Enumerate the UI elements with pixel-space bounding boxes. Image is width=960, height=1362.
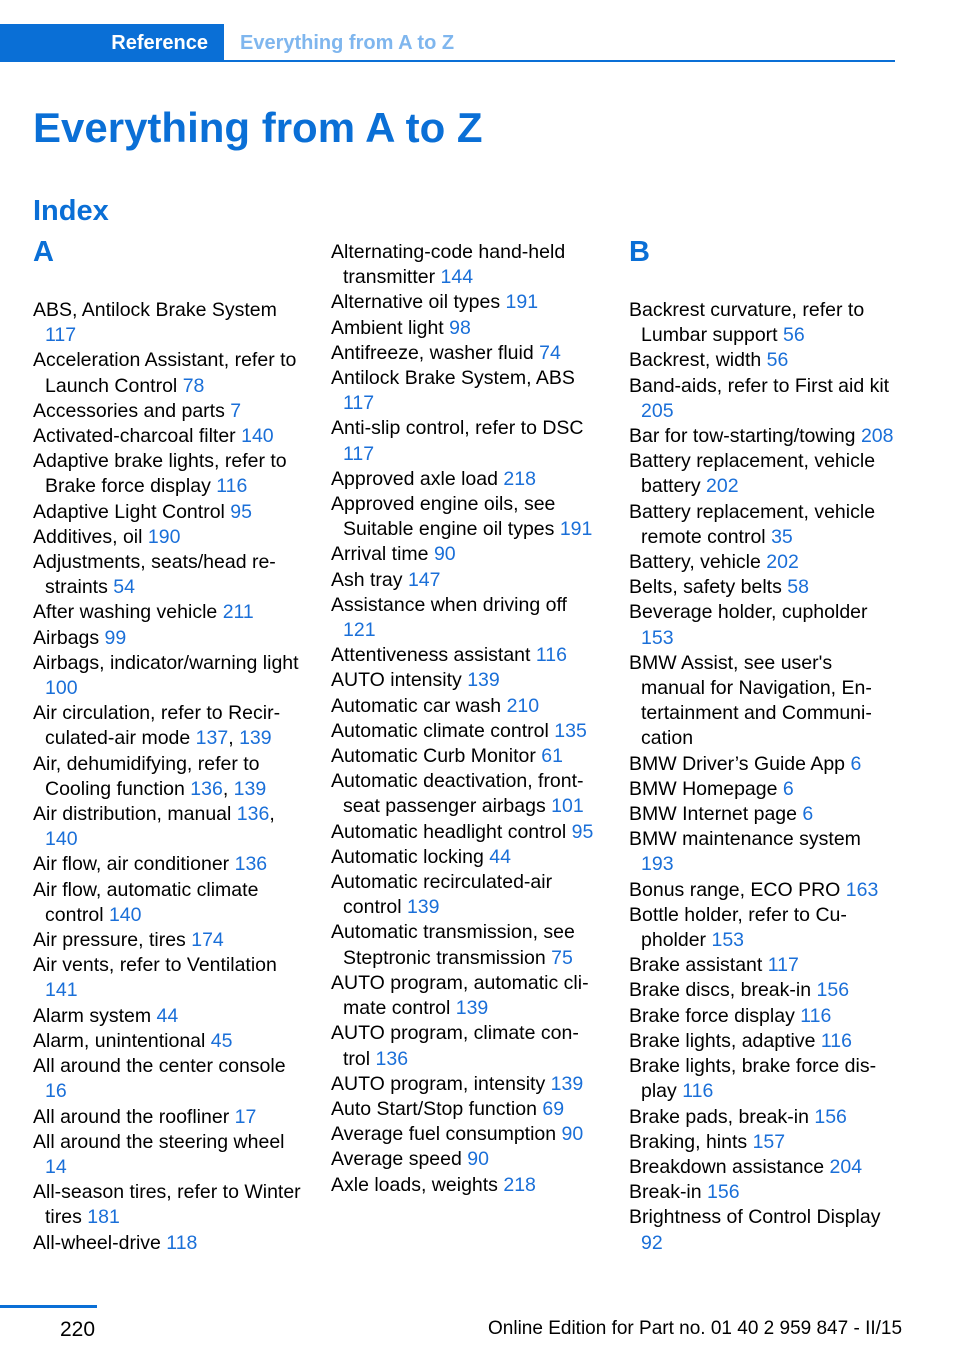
entry-term: Air, dehumidifying, refer to Cooling function [33,752,260,800]
entry-term: BMW Homepage [629,777,778,800]
entry-term: Automatic car wash [331,694,502,717]
index-entry [629,600,897,650]
index-entry [331,290,599,315]
index-entry [629,878,897,903]
page-link[interactable]: 61 [541,745,563,768]
entry-term: BMW maintenance system [629,828,861,851]
index-entry [33,348,301,398]
page-link[interactable]: 136 [236,803,270,826]
entry-term: All-wheel-drive [33,1231,161,1254]
index-entry [629,374,897,424]
index-entry [331,719,599,744]
page-link[interactable]: 54 [113,576,135,599]
entry-term: Air flow, automatic climate control [33,878,259,926]
entry-term: Average fuel consumption [331,1123,557,1146]
index-entry [629,1054,897,1104]
index-entry [33,424,301,449]
page-link[interactable]: 156 [814,1105,847,1128]
index-entry [331,240,599,290]
entry-term: Air pressure, tires [33,929,186,952]
index-entry [629,1004,897,1029]
index-entry [629,1029,897,1054]
page-link[interactable]: 139 [455,997,489,1020]
page-link[interactable]: 56 [766,349,789,372]
page-link[interactable]: 218 [503,467,536,490]
index-entry [331,467,599,492]
page-link[interactable]: 153 [711,929,745,952]
page-link[interactable]: 139 [239,727,272,750]
page-link[interactable]: 44 [156,1004,179,1027]
index-entry [331,820,599,845]
entry-term: Brake discs, break-in [629,979,812,1002]
entry-term: After washing vehicle [33,601,218,624]
entry-term: Breakdown assistance [629,1155,825,1178]
index-entry [331,492,599,542]
index-entry [629,903,897,953]
entry-term: Alternating-code hand-held transmitter [331,241,566,289]
entry-term: Brightness of Control Display [629,1206,881,1229]
index-entry [629,550,897,575]
index-heading: Index [33,195,109,227]
index-entry [629,1105,897,1130]
running-header [0,24,895,62]
page-link[interactable]: 193 [641,853,674,876]
index-column-3 [629,232,897,1256]
page-link[interactable]: 7 [230,399,242,422]
entry-term: Ash tray [331,568,403,591]
page-link[interactable]: 17 [234,1105,257,1128]
page-link[interactable]: 92 [641,1231,663,1254]
page-link[interactable]: 121 [343,619,376,642]
index-column-2 [331,240,599,1198]
index-entry [629,500,897,550]
index-entry [33,399,301,424]
entry-term: AUTO program, climate control [331,1022,579,1070]
entry-term: All around the roofliner [33,1105,230,1128]
index-entry [331,694,599,719]
index-entry [331,316,599,341]
page-link[interactable]: 139 [467,669,500,692]
page-link[interactable]: 116 [535,644,567,667]
entry-term: Brake force display [629,1004,795,1027]
page-link[interactable]: 204 [829,1155,863,1178]
entry-term: Airbags, indicator/warning light [33,651,299,674]
page-link[interactable]: 157 [752,1130,786,1153]
page-link[interactable]: 95 [230,500,252,523]
page-link[interactable]: 69 [542,1097,565,1120]
page-link[interactable]: 117 [343,442,375,465]
entry-term: All around the center console [33,1055,286,1078]
entry-term: Air circulation, refer to Recirculated-air mode [33,702,281,750]
page-link[interactable]: 118 [166,1231,198,1254]
entry-term: Attentiveness assistant [331,644,531,667]
page-link[interactable]: 116 [820,1029,852,1052]
index-entry [629,298,897,348]
entry-term: Bar for tow-starting/​towing [629,425,856,448]
index-entry [629,953,897,978]
entry-term: Alarm system [33,1004,152,1027]
page-link[interactable]: 190 [147,525,181,548]
index-entry [33,1130,301,1180]
entry-term: AUTO intensity [331,669,462,692]
section-tab-current[interactable]: Everything from A to Z [240,31,455,54]
index-entry [33,500,301,525]
entry-term: Air flow, air conditioner [33,853,230,876]
page-link[interactable]: 136 [375,1047,409,1070]
index-entry [33,1231,301,1256]
page-link[interactable]: 100 [45,677,78,700]
page-link[interactable]: 139 [550,1072,584,1095]
page-link[interactable]: 136 [234,853,268,876]
entry-term: Average speed [331,1148,462,1171]
index-entry [33,852,301,877]
index-entry [629,978,897,1003]
page-link[interactable]: 144 [440,266,474,289]
page-link[interactable]: 98 [449,316,471,339]
entry-term: BMW Driver’s Guide App [629,752,846,775]
section-tab-reference[interactable]: Reference [0,24,224,62]
entry-term: Antilock Brake System, ABS [331,367,575,390]
index-entry [331,643,599,668]
entry-term: Automatic transmission, see Steptronic transmission [331,921,575,969]
index-entry [331,870,599,920]
index-entry [629,575,897,600]
entry-term: Automatic locking [331,845,484,868]
edition-note: Online Edition for Part no. 01 40 2 959 847 - II/15 [488,1318,903,1339]
index-entry [331,593,599,643]
page-number: 220 [60,1318,96,1341]
entry-term: Additives, oil [33,525,143,548]
page-link[interactable]: 205 [641,399,674,422]
page-link[interactable]: 116 [682,1080,714,1103]
index-entry [331,920,599,970]
page-link[interactable]: 140 [241,425,274,448]
entry-term: Air vents, refer to Ventilation [33,954,277,977]
entry-term: Belts, safety belts [629,576,782,599]
index-entry [629,827,897,877]
entry-term: BMW Internet page [629,803,797,826]
page-link[interactable]: 117 [767,954,799,977]
page-link[interactable]: 163 [845,878,879,901]
index-entry [331,341,599,366]
entry-term: Battery, vehicle [629,551,761,574]
page-link[interactable]: 90 [561,1123,584,1146]
entry-term: Axle loads, weights [331,1173,498,1196]
page-link[interactable]: 156 [707,1181,740,1204]
index-entry: Air distribution, manual 136, 140 [33,803,275,851]
page-link[interactable]: 116 [800,1004,832,1027]
index-entry [331,568,599,593]
entry-term: Anti-slip control, refer to DSC [331,417,584,440]
page-link[interactable]: 99 [104,626,127,649]
index-entry [331,744,599,769]
index-entry [629,802,897,827]
entry-term: Automatic climate control [331,719,549,742]
index-entry [33,550,301,600]
page-link[interactable]: 90 [467,1148,489,1171]
entry-term: Automatic deactivation, front-seat passenger airbags [331,770,584,818]
index-entry [33,928,301,953]
entry-term: Auto Start/Stop function [331,1097,537,1120]
entry-term: Automatic headlight control [331,820,567,843]
index-entry [331,1147,599,1172]
index-entry [629,348,897,373]
entry-term: All around the steering wheel [33,1130,285,1153]
index-entry [33,1105,301,1130]
index-entry [33,878,301,928]
entry-term: AUTO program, automatic climate control [331,971,589,1020]
index-entry [33,449,301,499]
index-entry [331,668,599,693]
index-entry [331,1097,599,1122]
page-link[interactable]: 6 [782,777,794,800]
page-title: Everything from A to Z [33,104,483,151]
entry-term: Alternative oil types [331,291,501,314]
page-link[interactable]: 139 [406,896,440,919]
index-entry [331,1173,599,1198]
page-link[interactable]: 90 [433,543,456,566]
page-link[interactable]: 141 [45,979,78,1002]
page-link[interactable]: 56 [783,324,805,347]
index-entry [629,777,897,802]
index-entry: Air circulation, refer to Recirculated-air mode 137, 139 [33,702,281,750]
entry-term: Battery replacement, vehicle remote control [629,500,876,548]
index-entry [331,845,599,870]
index-entry [331,1021,599,1071]
page-link[interactable]: 6 [850,752,862,775]
page-link[interactable]: 16 [45,1080,67,1103]
entry-term: Airbags [33,626,100,649]
page-link[interactable]: 14 [45,1155,67,1178]
page-link[interactable]: 218 [503,1173,536,1196]
page-link[interactable]: 44 [489,845,511,868]
index-entry [629,752,897,777]
index-entry [629,1180,897,1205]
entry-term: Adaptive Light Control [33,500,225,523]
index-entry [33,1054,301,1104]
index-entry [33,953,301,1003]
entry-term: Acceleration Assistant, refer to Launch Control [33,349,297,397]
index-entry [331,366,599,416]
index-entry [629,1205,897,1255]
entry-term: Backrest, width [629,349,762,372]
entry-term: Brake assistant [629,954,763,977]
page-link[interactable]: 136 [190,777,223,800]
page-link[interactable]: 6 [802,803,814,826]
entry-term: Braking, hints [629,1130,748,1153]
index-entry [629,424,897,449]
entry-term: Antifreeze, washer fluid [331,341,534,364]
page-link[interactable]: 174 [191,929,224,952]
index-entry [331,1122,599,1147]
entry-term: Beverage holder, cupholder [629,601,868,624]
page-link[interactable]: 210 [506,694,540,717]
index-entry [33,1029,301,1054]
entry-term: Bonus range, ECO PRO [629,878,841,901]
page-link[interactable]: 202 [706,475,739,498]
header-rule [224,60,895,62]
entry-term: Brake lights, brake force display [629,1055,877,1103]
page-link[interactable]: 202 [766,551,799,574]
entry-term: Adjustments, seats/head restraints [33,551,276,599]
page-link[interactable]: 191 [559,518,593,541]
entry-term: Assistance when driving off [331,593,567,616]
page-link[interactable]: 140 [108,903,142,926]
index-column-1 [33,232,301,1256]
entry-term: AUTO program, intensity [331,1072,546,1095]
index-entry [629,1155,897,1180]
page-link[interactable]: 58 [787,576,809,599]
index-entry [33,1180,301,1230]
page-link[interactable]: 153 [641,626,674,649]
index-entry [629,651,897,752]
entry-term: Battery replacement, vehicle battery [629,450,876,498]
index-entry [331,416,599,466]
index-entry [629,449,897,499]
page-link[interactable]: 45 [210,1029,233,1052]
entry-term: Brake pads, break-in [629,1105,809,1128]
index-entry [33,626,301,651]
page-link[interactable]: 137 [195,727,229,750]
page-link[interactable]: 117 [45,324,77,347]
page-link[interactable]: 75 [551,946,573,969]
entry-term: Activated-charcoal filter [33,425,236,448]
entry-term: Alarm, unintentional [33,1029,206,1052]
index-entry: Air, dehumidifying, refer to Cooling function 136, 139 [33,752,267,800]
page-link[interactable]: 116 [216,475,248,498]
page-link[interactable]: 208 [860,425,894,448]
page-link[interactable]: 78 [182,374,205,397]
page-link[interactable]: 35 [771,525,793,548]
page-link[interactable]: 140 [45,828,78,851]
entry-term: ABS, Antilock Brake System [33,299,277,321]
index-entry [331,542,599,567]
entry-term: Adaptive brake lights, refer to Brake force display [33,450,287,498]
letter-heading-a: A [33,236,54,268]
index-entry [33,600,301,625]
footer-rule [0,1305,97,1308]
page-link[interactable]: 135 [554,719,587,742]
entry-term: Accessories and parts [33,399,225,422]
entry-term: Brake lights, adaptive [629,1029,816,1052]
page-link[interactable]: 147 [407,568,441,591]
index-entry [33,1004,301,1029]
page-link[interactable]: 139 [233,777,267,800]
page-link[interactable]: 117 [343,392,375,415]
index-entry [33,651,301,701]
page-link[interactable]: 211 [222,601,254,624]
entry-term: Band-aids, refer to First aid kit [629,374,890,397]
entry-term: Approved axle load [331,467,498,490]
entry-term: Automatic recirculated-air control [331,871,553,919]
entry-term: All-season tires, refer to Winter tires [33,1181,301,1229]
index-entry [331,769,599,819]
page-link[interactable]: 191 [505,291,539,314]
entry-term: Approved engine oils, see Suitable engine oil types [331,493,556,541]
page-link[interactable]: 156 [816,979,850,1002]
index-entry [33,298,301,348]
entry-term: Ambient light [331,316,444,339]
page-link[interactable]: 101 [551,795,584,818]
index-entry [629,1130,897,1155]
letter-heading-b: B [629,236,650,268]
entry-term: Arrival time [331,543,429,566]
page-link[interactable]: 95 [571,820,594,843]
entry-term: BMW Assist, see user's manual for Navigation, Entertainment and Communication [629,651,872,750]
page-link[interactable]: 74 [539,341,561,364]
page-link[interactable]: 181 [87,1206,120,1229]
entry-term: Break-in [629,1181,702,1204]
entry-term: Backrest curvature, refer to Lumbar support [629,299,865,347]
entry-term: Air distribution, manual [33,803,232,826]
entry-term: Bottle holder, refer to Cupholder [629,903,847,952]
index-entry [331,971,599,1021]
entry-term: Automatic Curb Monitor [331,745,536,768]
index-entry [331,1072,599,1097]
index-entry [33,525,301,550]
